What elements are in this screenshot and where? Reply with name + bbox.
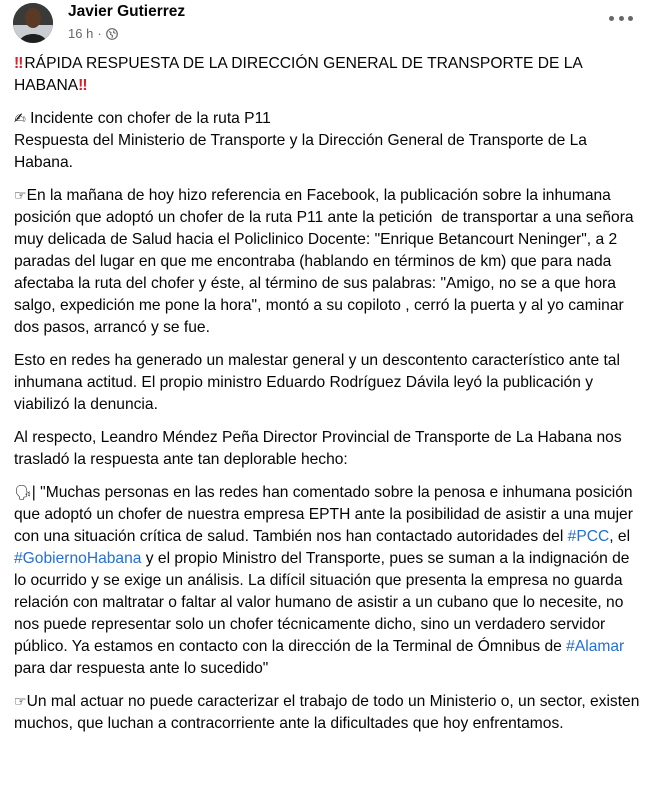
malestar-paragraph [14, 350, 644, 416]
more-dot [619, 16, 624, 21]
avatar[interactable] [13, 3, 53, 43]
post-title [14, 53, 644, 97]
quote-text: y el propio Ministro del Transporte, pues se suman a la indignación de lo ocurrido y se exige un análisis. La difícil situación que presenta la empresa no guarda relación con maltratar o faltar al valor humano de asistir a un cubano que lo necesite, no nos puede representar solo un chofer técnicamente dicho, sino un verdadero servidor público. Ya estamos en contacto con la dirección de la Terminal de Ómnibus de [14, 550, 634, 655]
director-paragraph [14, 427, 644, 471]
post-meta [68, 26, 118, 41]
more-dot [609, 16, 614, 21]
writing-hand-emoji: ✍ [14, 111, 26, 127]
quote-text: , el [609, 528, 635, 545]
post-title-text: RÁPIDA RESPUESTA DE LA DIRECCIÓN GENERAL DE TRANSPORTE DE LA HABANA [14, 55, 587, 94]
facebook-report-paragraph [14, 185, 644, 339]
author-name[interactable]: Javier Gutierrez [68, 3, 186, 20]
incident-paragraph [14, 108, 644, 174]
pointing-hand-emoji: ☞ [14, 188, 27, 204]
hashtag-gobierno-habana[interactable]: #GobiernoHabana [14, 550, 142, 567]
post-timestamp[interactable]: 16 h [68, 26, 94, 41]
paragraph-text: En la mañana de hoy hizo referencia en Facebook, la publicación sobre la inhumana posición que adoptó un chofer de la ruta P11 ante la petición de transportar a una señora muy delicada de Salud hacia el Policlinico Docente: "Enrique Betancourt Neninger", a 2 paradas del lugar en que me encontraba (hablando en términos de km) que para nada afectaba la ruta del chofer y éste, al término de sus palabras: "Amigo, no se a que hora salgo, expedición me pone la hora", montó a su copiloto , cerró la puerta y al yo caminar dos pasos, arrancó y se fue. [14, 187, 638, 336]
more-dot [628, 16, 633, 21]
response-line: Respuesta del Ministerio de Transporte y la Dirección General de Transporte de La Habana. [14, 132, 592, 171]
pointing-hand-emoji: ☞ [14, 694, 27, 710]
closing-paragraph [14, 691, 644, 735]
double-exclamation-emoji: ‼ [78, 77, 86, 94]
post-header [0, 0, 653, 52]
hashtag-pcc[interactable]: #PCC [567, 528, 610, 545]
paragraph-text: Un mal actuar no puede caracterizar el trabajo de todo un Ministerio o, un sector, existen muchos, que luchan a contracorriente ante la dificultades que hoy enfrentamos. [14, 693, 644, 732]
speaking-head-emoji: 🗣 [14, 485, 32, 501]
quote-text: para dar respuesta ante lo sucedido" [14, 638, 629, 677]
quote-paragraph [14, 482, 644, 680]
double-exclamation-emoji: ‼ [14, 55, 22, 72]
avatar-photo [13, 3, 53, 43]
meta-separator: · [97, 26, 102, 41]
incident-line: Incidente con chofer de la ruta P11 [25, 110, 271, 127]
hashtag-alamar[interactable]: #Alamar [566, 638, 625, 655]
paragraph-text: Al respecto, Leandro Méndez Peña Director Provincial de Transporte de La Habana nos trasladó la respuesta ante tan deplorable hecho: [14, 429, 626, 468]
post-body [14, 53, 644, 746]
quote-text: | "Muchas personas en las redes han comentado sobre la penosa e inhumana posición que adoptó un chofer de nuestra empresa EPTH ante la posibilidad de asistir a una mujer con una situación crítica de salud. También nos han contactado autoridades del [14, 484, 638, 545]
globe-icon [106, 28, 118, 40]
paragraph-text: Esto en redes ha generado un malestar general y un descontento característico ante tal inhumana actitud. El propio ministro Eduardo Rodríguez Dávila leyó la publicación y viabilizó la denuncia. [14, 352, 625, 413]
more-options-icon[interactable] [609, 10, 633, 26]
